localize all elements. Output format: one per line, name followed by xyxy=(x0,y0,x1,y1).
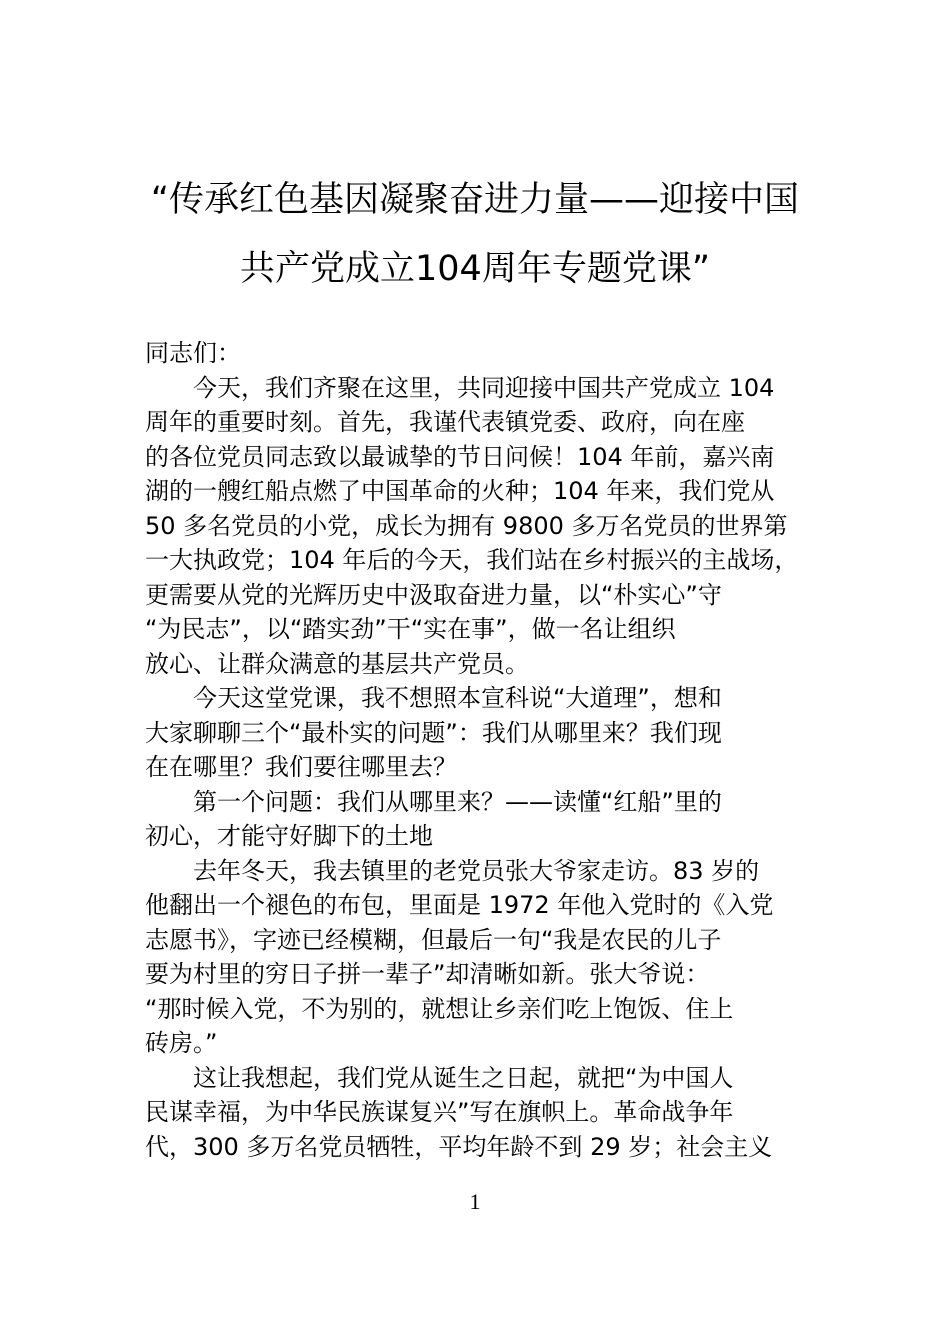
document-title-line-1: “传承红色基因凝聚奋进力量——迎接中国 xyxy=(150,180,800,220)
section-heading-line: 初心，才能守好脚下的土地 xyxy=(145,822,433,850)
paragraph-line: 放心、让群众满意的基层共产党员。 xyxy=(145,649,529,678)
paragraph-line: 志愿书》，字迹已经模糊，但最后一句“我是农民的儿子 xyxy=(145,925,722,954)
paragraph-line: 50 多名党员的小党，成长为拥有 9800 多万名党员的世界第 xyxy=(145,511,788,540)
paragraph-line: 他翻出一个褪色的布包，里面是 1972 年他入党时的《入党 xyxy=(145,891,774,919)
document-title-line-2: 共产党成立104周年专题党课” xyxy=(240,249,710,289)
paragraph-line: 去年冬天，我去镇里的老党员张大爷家走访。83 岁的 xyxy=(193,856,760,885)
paragraph-line: 更需要从党的光辉历史中汲取奋进力量，以“朴实心”守 xyxy=(145,580,722,609)
paragraph-line: “那时候入党，不为别的，就想让乡亲们吃上饱饭、住上 xyxy=(145,994,734,1023)
paragraph-line: 的各位党员同志致以最诚挚的节日问候！104 年前，嘉兴南 xyxy=(145,442,775,471)
paragraph-line: 今天，我们齐聚在这里，共同迎接中国共产党成立 104 xyxy=(193,373,775,402)
paragraph-line: 今天这堂党课，我不想照本宣科说“大道理”，想和 xyxy=(193,684,722,712)
paragraph-line: 湖的一艘红船点燃了中国革命的火种；104 年来，我们党从 xyxy=(145,477,775,505)
paragraph-line: 一大执政党；104 年后的今天，我们站在乡村振兴的主战场， xyxy=(145,546,799,574)
paragraph-line: 民谋幸福，为中华民族谋复兴”写在旗帜上。革命战争年 xyxy=(145,1098,734,1126)
salutation: 同志们： xyxy=(145,339,241,367)
section-heading-line: 第一个问题：我们从哪里来？——读懂“红船”里的 xyxy=(193,787,722,816)
paragraph-line: 代，300 多万名党员牺牲，平均年龄不到 29 岁；社会主义 xyxy=(145,1132,773,1161)
paragraph-line: 砖房。” xyxy=(145,1029,218,1057)
document-body xyxy=(145,336,810,1164)
paragraph-line: 大家聊聊三个“最朴实的问题”：我们从哪里来？我们现 xyxy=(145,718,722,747)
paragraph-line: “为民志”，以“踏实劲”干“实在事”，做一名让组织 xyxy=(145,615,676,643)
paragraph-line: 在在哪里？我们要往哪里去？ xyxy=(145,753,457,781)
page-number: 1 xyxy=(469,1189,481,1214)
paragraph-line: 要为村里的穷日子拼一辈子”却清晰如新。张大爷说： xyxy=(145,960,710,988)
paragraph-line: 周年的重要时刻。首先，我谨代表镇党委、政府，向在座 xyxy=(145,408,745,436)
paragraph-line: 这让我想起，我们党从诞生之日起，就把“为中国人 xyxy=(193,1063,734,1092)
